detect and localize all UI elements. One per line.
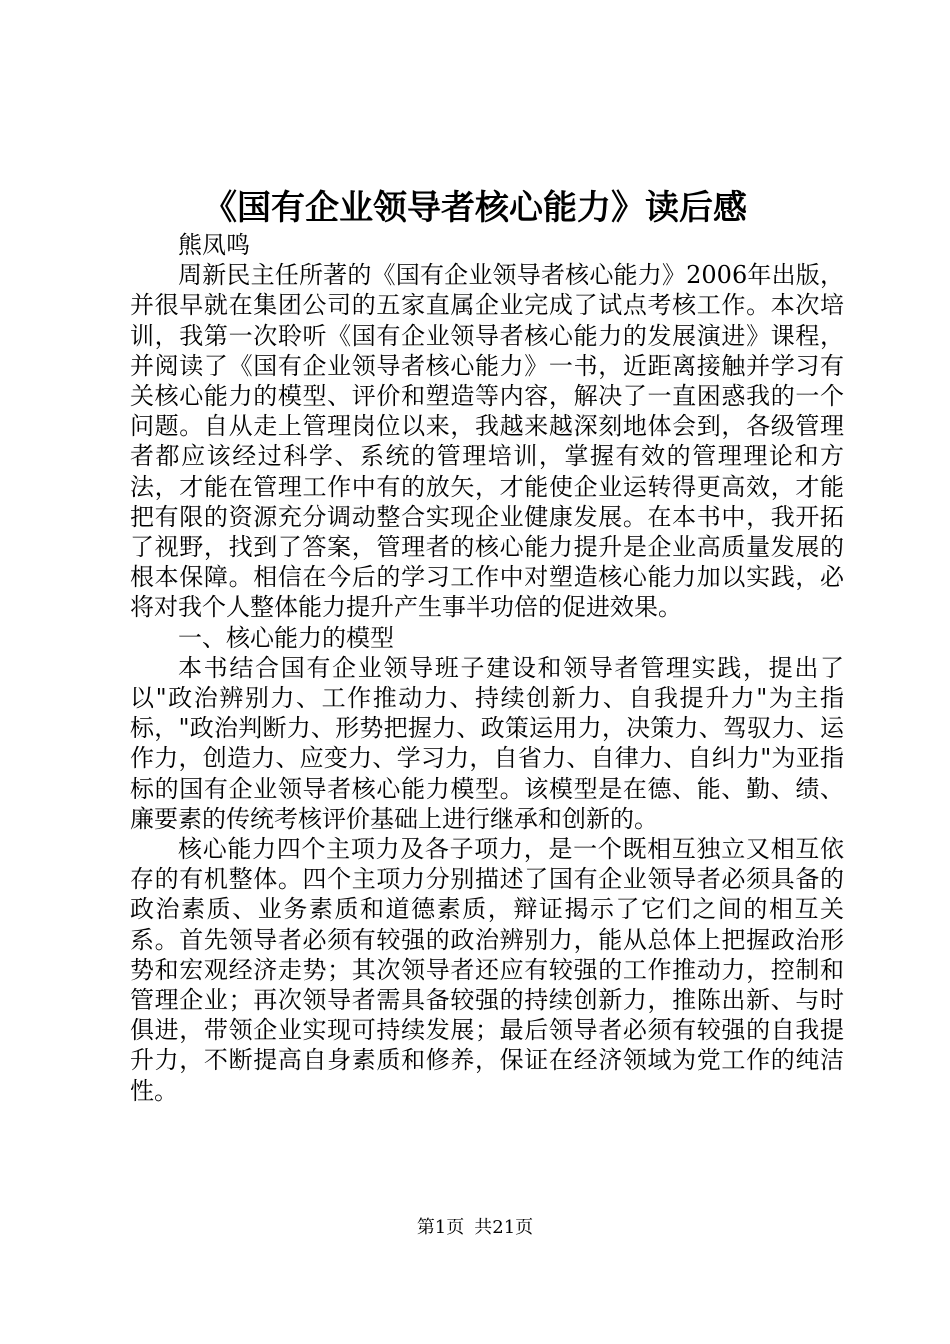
paragraph-intro: 周新民主任所著的《国有企业领导者核心能力》2006年出版，并很早就在集团公司的五家直属企业完成了试点考核工作。本次培训，我第一次聆听《国有企业领导者核心能力的发展演进》课程，并阅读了《国有企业领导者核心能力》一书，近距离接触并学习有关核心能力的模型、评价和塑造等内容，解决了一直困惑我的一个问题。自从走上管理岗位以来，我越来越深刻地体会到，各级管理者都应该经过科学、系统的管理培训，掌握有效的管理理论和方法，才能在管理工作中有的放矢，才能使企业运转得更高效，才能把有限的资源充分调动整合实现企业健康发展。在本书中，我开拓了视野，找到了答案，管理者的核心能力提升是企业高质量发展的根本保障。相信在今后的学习工作中对塑造核心能力加以实践，必将对我个人整体能力提升产生事半功倍的促进效果。 [130, 261, 844, 622]
section-heading: 一、核心能力的模型 [178, 623, 394, 652]
page-total: 共21页 [474, 1217, 534, 1238]
page-number: 第1页 [416, 1217, 465, 1238]
document-title: 《国有企业领导者核心能力》读后感 [203, 188, 747, 228]
author-line: 熊凤鸣 [178, 231, 250, 259]
document-body [130, 230, 844, 1106]
page-footer [0, 1216, 950, 1240]
paragraph-model: 本书结合国有企业领导班子建设和领导者管理实践，提出了以"政治辨别力、工作推动力、持续创新力、自我提升力"为主指标，"政治判断力、形势把握力、政策运用力，决策力、驾驭力、运作力，创造力、应变力、学习力，自省力、自律力、自纠力"为亚指标的国有企业领导者核心能力模型。该模型是在德、能、勤、绩、廉要素的传统考核评价基础上进行继承和创新的。 [130, 653, 844, 833]
paragraph-four-forces: 核心能力四个主项力及各子项力，是一个既相互独立又相互依存的有机整体。四个主项力分别描述了国有企业领导者必须具备的政治素质、业务素质和道德素质，辩证揭示了它们之间的相互关系。首先领导者必须有较强的政治辨别力，能从总体上把握政治形势和宏观经济走势；其次领导者还应有较强的工作推动力，控制和管理企业；再次领导者需具备较强的持续创新力，推陈出新、与时俱进，带领企业实现可持续发展；最后领导者必须有较强的自我提升力，不断提高自身素质和修养，保证在经济领域为党工作的纯洁性。 [130, 835, 844, 1105]
